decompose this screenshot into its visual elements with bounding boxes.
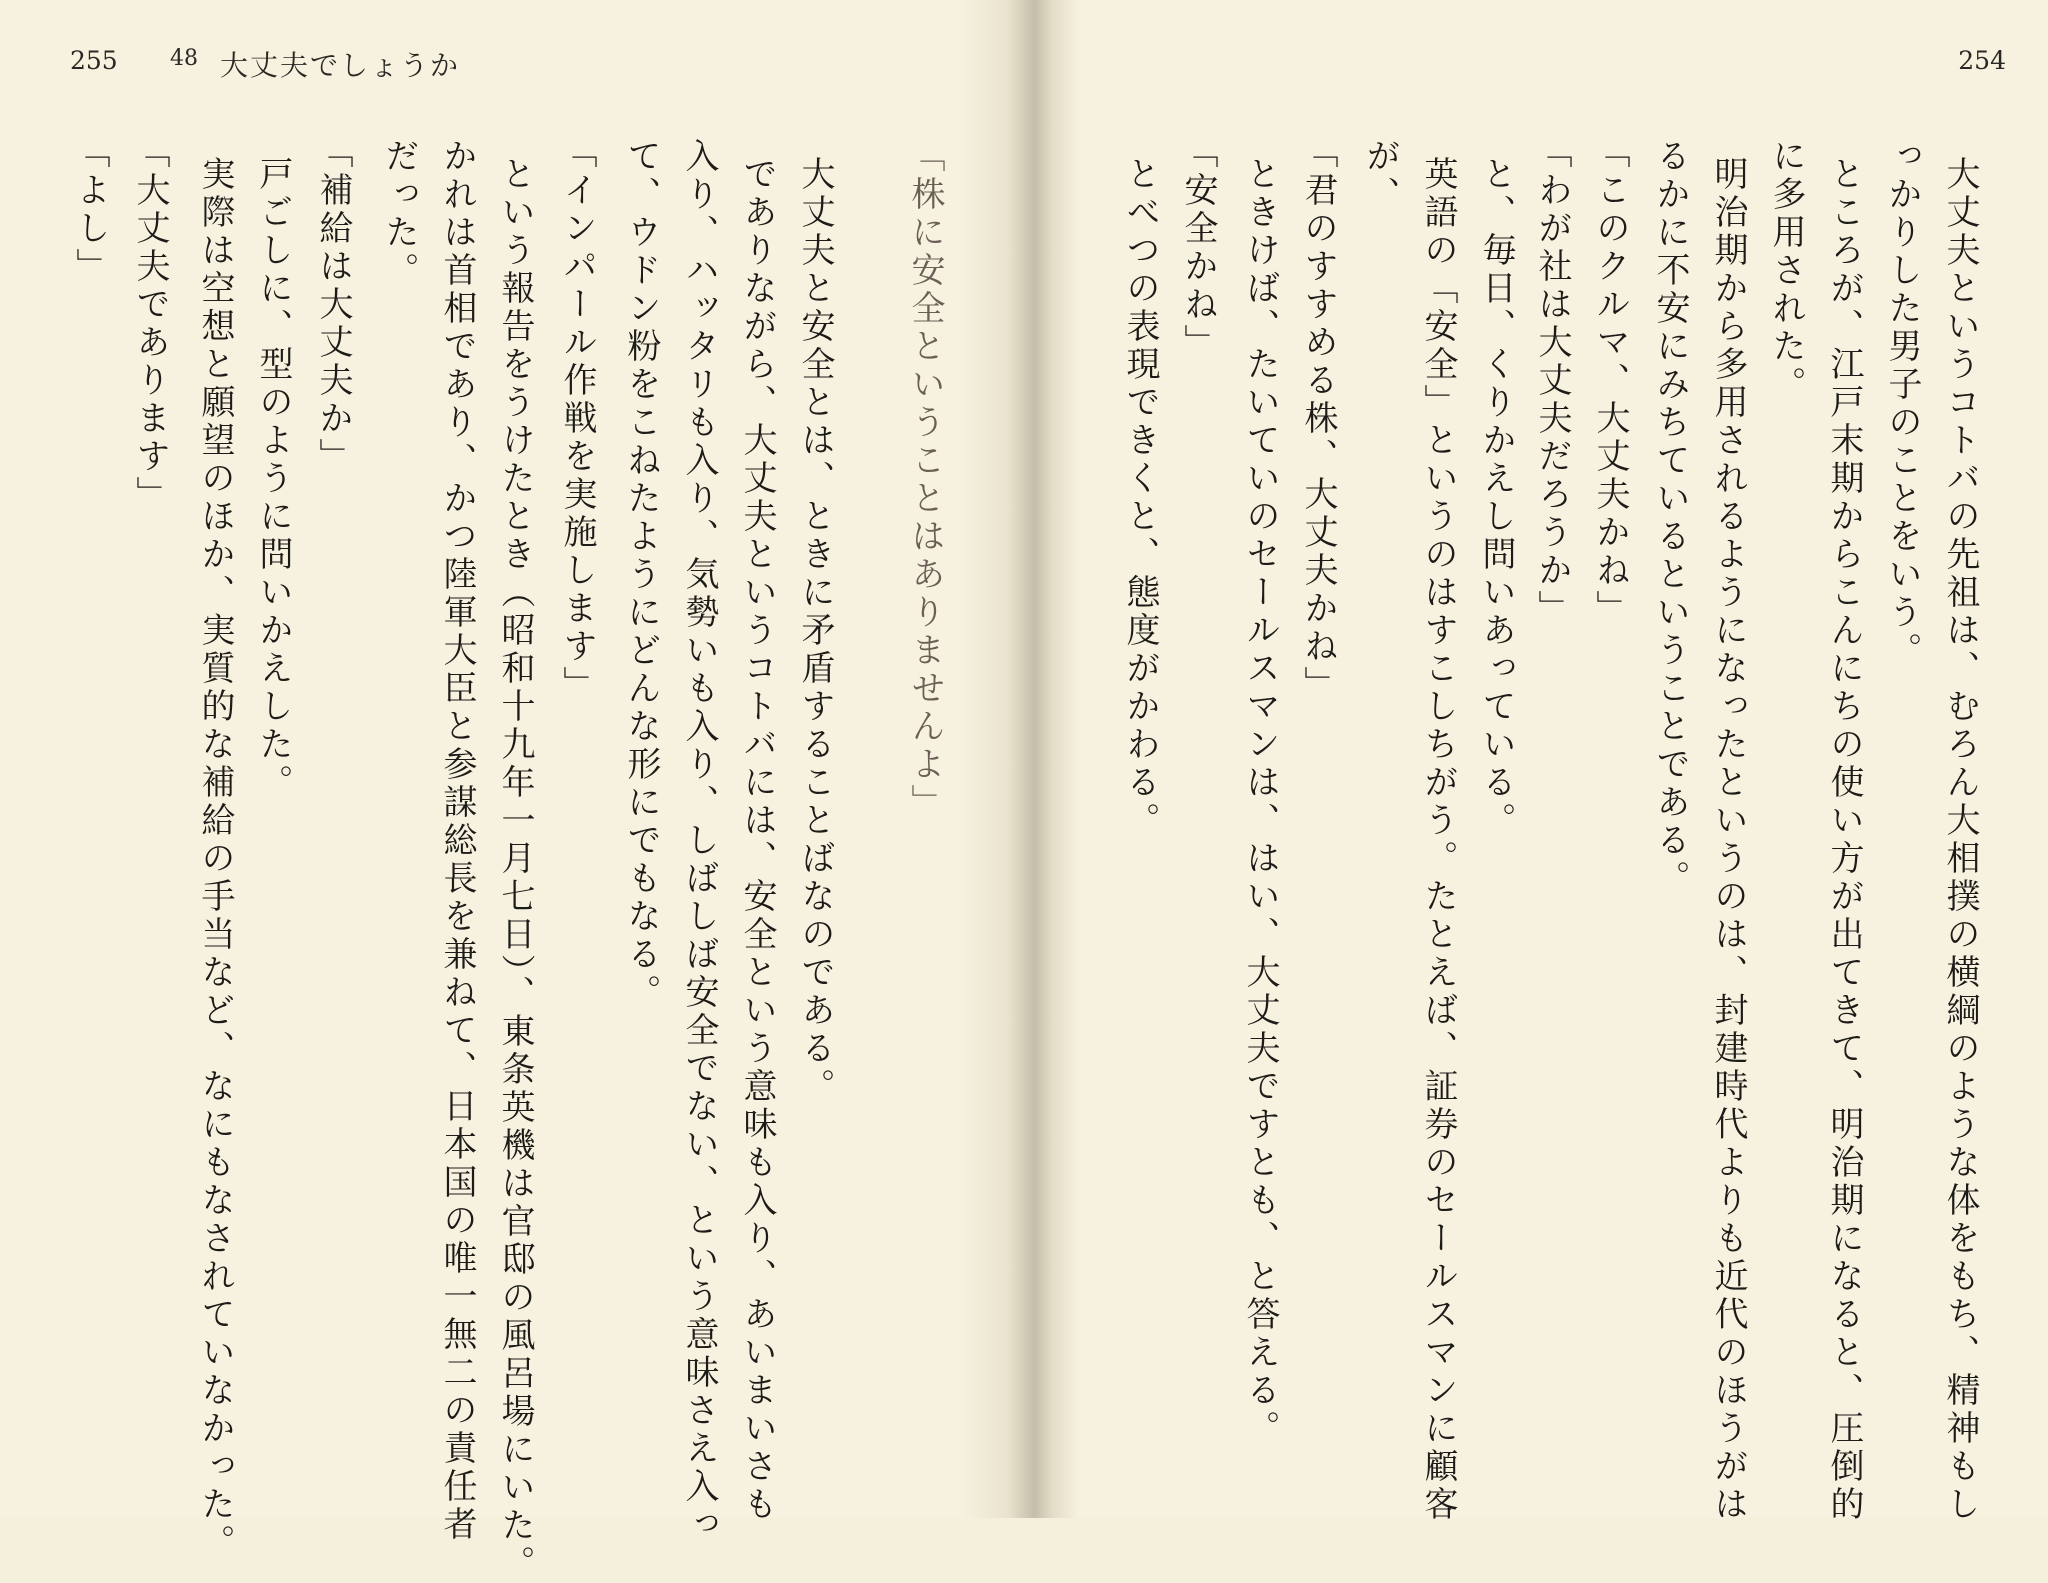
text-line: とべつの表現できくと、態度がかわる。 [1120,156,1160,840]
text-line: て、ウドン粉をこねたようにどんな形にでもなる。 [621,138,661,1012]
left-page [0,0,1010,1583]
text-line: っかりした男子のことをいう。 [1882,138,1922,670]
text-line: と、毎日、くりかえし問いあっている。 [1476,156,1516,840]
text-line: に多用された。 [1766,138,1806,404]
right-page-number: 254 [1958,46,2006,75]
chapter-number: 48 [170,46,198,71]
text-line: 「わが社は大丈夫だろうか」 [1532,134,1572,628]
text-line: 「このクルマ、大丈夫かね」 [1590,134,1630,628]
text-line: かれは首相であり、かつ陸軍大臣と参謀総長を兼ねて、日本国の唯一無二の責任者 [437,138,477,1544]
text-line: 大丈夫と安全とは、ときに矛盾することばなのである。 [795,156,835,1106]
quote-line: 「株に安全ということはありませんよ」 [905,138,945,822]
text-line: という報告をうけたとき（昭和十九年一月七日）、東条英機は官邸の風呂場にいた。 [495,156,535,1583]
text-line: 「よし」 [70,134,110,286]
text-line: 実際は空想と願望のほか、実質的な補給の手当など、なにもなされていなかった。 [195,156,235,1562]
text-line: 英語の「安全」というのはすこしちがう。たとえば、証券のセールスマンに顧客 [1418,156,1458,1524]
text-line: 「補給は大丈夫か」 [313,134,353,476]
text-line: だった。 [379,138,419,290]
text-line: でありながら、大丈夫というコトバには、安全という意味も入り、あいまいさも [737,156,777,1524]
text-line: 明治期から多用されるようになったというのは、封建時代よりも近代のほうがは [1708,156,1748,1524]
text-line: 大丈夫というコトバの先祖は、むろん大相撲の横綱のような体をもち、精神もし [1940,156,1980,1524]
text-line: るかに不安にみちているということである。 [1650,138,1690,898]
right-page [1010,0,2048,1524]
text-line: ところが、江戸末期からこんにちの使い方が出てきて、明治期になると、圧倒的 [1824,156,1864,1524]
text-line: 「インパール作戦を実施します」 [557,134,597,704]
text-line: 「安全かね」 [1178,134,1218,362]
text-line: ときけば、たいていのセールスマンは、はい、大丈夫ですとも、と答える。 [1240,156,1280,1448]
text-line: が、 [1360,138,1400,214]
left-page-number: 255 [70,46,118,75]
chapter-title: 大丈夫でしょうか [220,49,461,82]
text-line: 「大丈夫であります」 [130,134,170,514]
text-line: 「君のすすめる株、大丈夫かね」 [1298,134,1338,704]
text-line: 戸ごしに、型のように問いかえした。 [253,156,293,802]
text-line: 入り、ハッタリも入り、気勢いも入り、しばしば安全でない、という意味さえ入っ [679,138,719,1544]
